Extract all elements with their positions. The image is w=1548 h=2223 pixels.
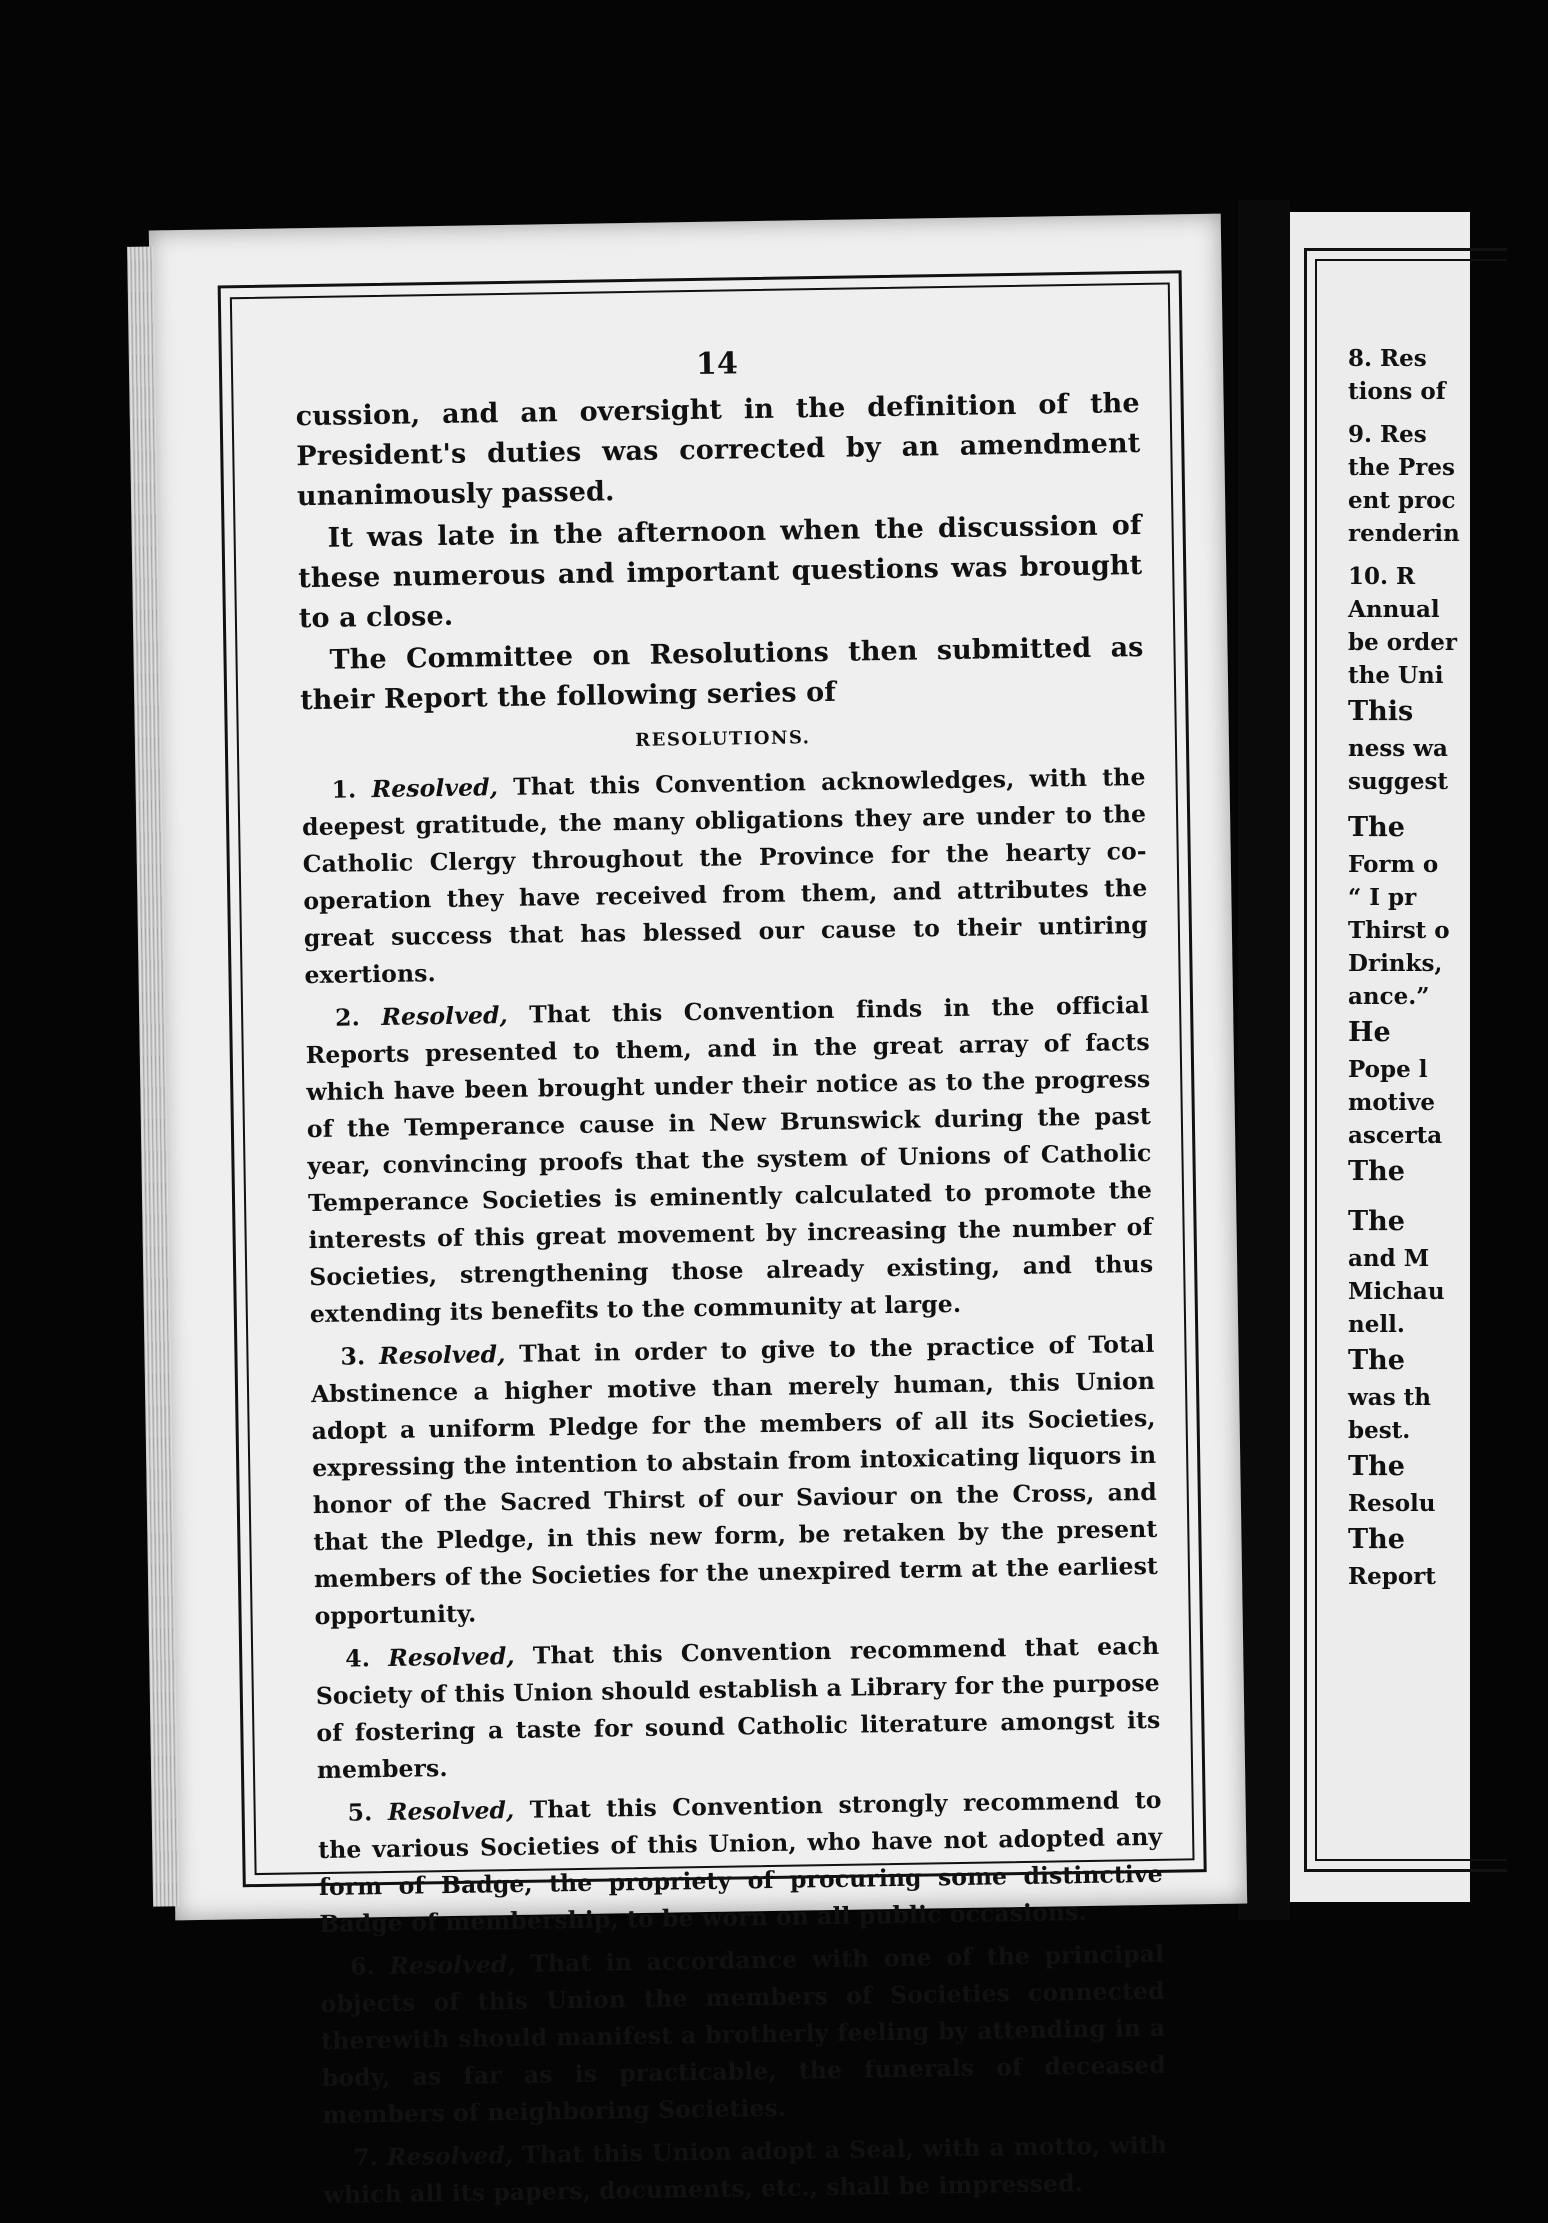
right-line: ance.” xyxy=(1348,983,1430,1010)
page-border-outer xyxy=(218,270,1207,2210)
resolution-item xyxy=(301,759,1148,994)
intro-section xyxy=(295,384,1144,721)
resolution-item xyxy=(320,1936,1167,2134)
resolution-number: 6. xyxy=(349,1952,376,1981)
right-line: tions of xyxy=(1348,378,1446,405)
resolution-item xyxy=(317,1782,1163,1943)
resolution-keyword: Resolved, xyxy=(378,1340,506,1371)
resolution-text: That in accordance with one of the principal objects of this Union the members of Societies connected therewith should manifest a brotherly feeling by attending in a body, as far as is practicable, the funerals of deceased members of neighboring Societies. xyxy=(320,1939,1166,2130)
right-line: the Pres xyxy=(1348,454,1455,481)
resolution-text: That this Convention strongly recommend to the various Societies of this Union, who have not adopted any form of Badge, the propriety of procuring some distinctive Badge of membership, to be worn on all public occasions. xyxy=(318,1785,1163,1939)
resolution-text: That this Convention recommend that each Society of this Union should establish a Library for the purpose of fostering a taste for sound Catholic literature amongst its members. xyxy=(315,1631,1161,1785)
resolution-item xyxy=(310,1326,1159,1635)
right-line: ness wa xyxy=(1348,735,1448,762)
right-line: was th xyxy=(1348,1384,1432,1411)
right-page-text xyxy=(1348,342,1548,1593)
right-line: suggest xyxy=(1348,768,1449,795)
right-line: The xyxy=(1348,812,1405,843)
right-line: Report xyxy=(1348,1563,1436,1590)
right-line: motive xyxy=(1348,1089,1436,1116)
resolution-number: 4. xyxy=(345,1644,371,1673)
resolution-keyword: Resolved, xyxy=(387,1795,515,1826)
resolution-item xyxy=(305,987,1154,1333)
right-line: Form o xyxy=(1348,851,1439,878)
page-number: 14 xyxy=(695,346,739,382)
right-line: renderin xyxy=(1348,520,1460,547)
right-line: Annual xyxy=(1348,596,1440,623)
resolution-text: That in order to give to the practice of Total Abstinence a higher motive than merely human, this Union adopt a uniform Pledge for the members of all its Societies, expressing the intention to abstain from intoxicating liquors in honor of the Sacred Thirst of our Saviour on the Cross, and that the Pledge, in this new form, be retaken by the present members of the Societies for the unexpired term at the earliest opportunity. xyxy=(310,1329,1159,1631)
resolutions-list xyxy=(301,759,1168,2214)
right-line: Drinks, xyxy=(1348,950,1443,977)
resolution-keyword: Resolved, xyxy=(381,1000,509,1031)
right-line: Thirst o xyxy=(1348,917,1450,944)
spacer xyxy=(1348,550,1548,560)
resolution-item xyxy=(315,1628,1161,1789)
book-spine-gap xyxy=(1238,200,1290,1920)
resolution-text: That this Convention acknowledges, with the deepest gratitude, the many obligations they are under to the Catholic Clergy throughout the Province for the hearty co-operation they have received from them, and attributes the great success that has blessed our cause to their untiring exertions. xyxy=(301,762,1149,990)
right-line: Pope l xyxy=(1348,1056,1428,1083)
right-line: The xyxy=(1348,1156,1405,1187)
resolution-keyword: Resolved, xyxy=(388,1641,515,1672)
resolution-keyword: Resolved, xyxy=(371,773,499,804)
resolution-keyword: Resolved, xyxy=(389,1949,516,1980)
right-line: The xyxy=(1348,1345,1405,1376)
resolution-number: 5. xyxy=(347,1798,373,1827)
resolution-number: 7. xyxy=(352,2143,379,2172)
spacer xyxy=(1348,408,1548,418)
right-line: “ I pr xyxy=(1348,884,1417,911)
intro-paragraph: The Committee on Resolutions then submitted as their Report the following series of xyxy=(299,631,1144,717)
right-line: ent proc xyxy=(1348,487,1456,514)
right-line: 10. R xyxy=(1348,563,1416,590)
right-line: and M xyxy=(1348,1245,1430,1272)
resolution-text: That this Union adopt a Seal, with a motto, with which all its papers, documents, etc., shall be impressed. xyxy=(323,2130,1168,2210)
resolution-text: That this Convention finds in the official Reports presented to them, and in the great array of facts which have been brought under their notice as to the progress of the Temperance cause in New Brunswick during the past year, convincing proofs that the system of Unions of Catholic Temperance Societies is eminently calculated to promote the interests of this great movement by increasing the number of Societies, strengthening those already existing, and thus extending its benefits to the community at large. xyxy=(305,990,1154,1329)
intro-paragraph: It was late in the afternoon when the discussion of these numerous and important questions was brought to a close. xyxy=(298,509,1143,635)
right-line: ascerta xyxy=(1348,1122,1443,1149)
section-heading: RESOLUTIONS. xyxy=(635,727,811,751)
right-line: The xyxy=(1348,1524,1405,1555)
right-line: Resolu xyxy=(1348,1490,1436,1517)
right-line: nell. xyxy=(1348,1311,1405,1338)
spacer xyxy=(1348,1192,1548,1202)
page-stack-edge xyxy=(127,246,179,1906)
right-line: He xyxy=(1348,1017,1391,1048)
resolution-number: 3. xyxy=(340,1342,366,1371)
right-line: the Uni xyxy=(1348,662,1444,689)
resolution-number: 2. xyxy=(334,1003,361,1032)
resolution-number: 1. xyxy=(331,775,357,804)
right-line: Michau xyxy=(1348,1278,1445,1305)
resolution-item xyxy=(323,2127,1168,2214)
page-text xyxy=(295,339,1168,2220)
right-line: The xyxy=(1348,1206,1405,1237)
resolution-keyword: Resolved, xyxy=(386,2141,514,2172)
spacer xyxy=(1348,798,1548,808)
intro-paragraph: cussion, and an oversight in the definition of the President's duties was corrected by an amendment unanimously passed. xyxy=(295,387,1141,513)
page-border-inner xyxy=(230,282,1195,2210)
right-line: best. xyxy=(1348,1417,1411,1444)
right-line: This xyxy=(1348,696,1414,727)
right-line: The xyxy=(1348,1451,1405,1482)
right-line: 9. Res xyxy=(1348,421,1427,448)
left-page xyxy=(149,214,1247,2210)
right-line: be order xyxy=(1348,629,1458,656)
right-line: 8. Res xyxy=(1348,345,1427,372)
